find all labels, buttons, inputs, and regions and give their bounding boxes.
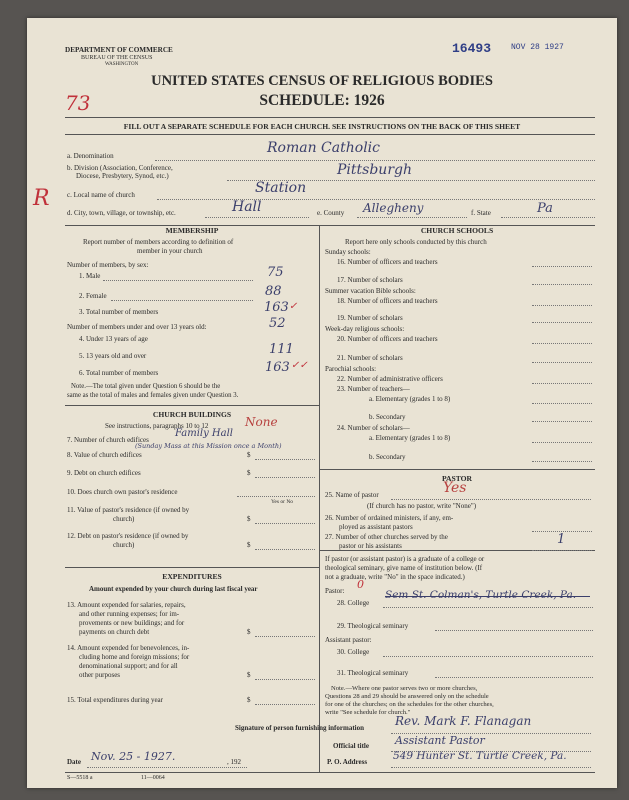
- instructions-line: FILL OUT A SEPARATE SCHEDULE FOR EACH CHURCH. SEE INSTRUCTIONS ON THE BACK OF THIS SHEET: [123, 122, 521, 131]
- stamp-number: 16493: [452, 41, 492, 56]
- graduate-note-3: not a graduate, write "No" in the space indicated.): [325, 573, 465, 581]
- county-value: Allegheny: [363, 201, 424, 215]
- q9-line: [255, 477, 315, 478]
- age-label: Number of members under and over 13 years old:: [67, 323, 207, 331]
- state-label: f. State: [471, 209, 491, 217]
- q17-line: [532, 284, 592, 285]
- q22-line: [532, 383, 592, 384]
- q28-strike: [385, 596, 590, 597]
- total6-label: 6. Total number of members: [79, 369, 159, 377]
- q16-line: [532, 266, 592, 267]
- date-value: Nov. 25 - 1927.: [91, 750, 176, 763]
- form-title: UNITED STATES CENSUS OF RELIGIOUS BODIES: [151, 73, 493, 89]
- total3-value: 163: [264, 300, 289, 315]
- q28-line: [383, 607, 593, 608]
- q29-line: [435, 630, 593, 631]
- membership-intro-1: Report number of members according to definition of: [83, 238, 234, 246]
- q7-label: 7. Number of church edifices: [67, 436, 149, 444]
- under13-value: 52: [269, 316, 286, 331]
- q8-line: [255, 459, 315, 460]
- male-value: 75: [267, 265, 284, 280]
- graduate-note-2: theological seminary, give name of institution below. (If: [325, 564, 483, 572]
- pastor-sub-label: Pastor:: [325, 587, 345, 595]
- q13-dollar: $: [247, 628, 251, 636]
- q25-value: Yes: [443, 480, 467, 496]
- q18-line: [532, 305, 592, 306]
- q27-line: [532, 550, 592, 551]
- buildings-sub: See instructions, paragraphs 10 to 12: [105, 422, 209, 430]
- q12-line: [255, 549, 315, 550]
- weekday-label: Week-day religious schools:: [325, 325, 405, 333]
- q11-line: [255, 523, 315, 524]
- date-label: Date: [67, 758, 81, 766]
- membership-title: MEMBERSHIP: [165, 226, 219, 235]
- form-number: S—5518 a: [67, 775, 93, 781]
- stamp-date: NOV 28 1927: [511, 43, 564, 52]
- q27-value: 1: [557, 532, 566, 547]
- q15-label: 15. Total expenditures during year: [67, 696, 163, 704]
- red-handwritten-mark: R: [33, 186, 50, 211]
- total6-check: ✓✓: [291, 360, 308, 371]
- q12-label-2: church): [113, 541, 135, 549]
- q21-line: [532, 362, 592, 363]
- q20-label: 20. Number of officers and teachers: [337, 335, 438, 343]
- total3-label: 3. Total number of members: [79, 308, 159, 316]
- division-label: b. Division (Association, Conference,: [67, 164, 173, 172]
- q26-label: 26. Number of ordained ministers, if any, em-: [325, 514, 454, 522]
- official-title-value: Assistant Pastor: [395, 734, 485, 747]
- q12-dollar: $: [247, 541, 251, 549]
- bureau-heading: BUREAU OF THE CENSUS: [81, 55, 153, 61]
- division-label-2: Diocese, Presbytery, Synod, etc.): [76, 172, 169, 180]
- denomination-label: a. Denomination: [67, 152, 114, 160]
- q7-note: (Sunday Mass at this Mission once a Month): [135, 442, 282, 450]
- red-handwritten-number: 73: [65, 91, 91, 115]
- city-line: [205, 217, 309, 218]
- header-rule-bottom: [65, 134, 595, 135]
- q12-label: 12. Debt on pastor's residence (if owned by: [67, 532, 189, 540]
- male-dots: [103, 280, 253, 281]
- membership-intro-2: member in your church: [137, 247, 203, 255]
- q23a-line: [532, 403, 592, 404]
- city-value: Hall: [232, 199, 262, 215]
- q11-label-2: church): [113, 515, 135, 523]
- pastor-red-mark: 0: [357, 578, 364, 591]
- q24-label: 24. Number of scholars—: [337, 424, 410, 432]
- q13-line-3: provements or new buildings; and for: [79, 619, 185, 627]
- q24a-line: [532, 442, 592, 443]
- q7-value: Family Hall: [175, 428, 234, 439]
- county-label: e. County: [317, 209, 345, 217]
- rule-buildings-end: [65, 567, 319, 568]
- q15-dollar: $: [247, 696, 251, 704]
- q27-label: 27. Number of other churches served by the: [325, 533, 448, 541]
- q25-note: (If church has no pastor, write "None"): [367, 502, 477, 510]
- q16-label: 16. Number of officers and teachers: [337, 258, 438, 266]
- q11-dollar: $: [247, 515, 251, 523]
- q13-line-4: payments on church debt: [79, 628, 150, 636]
- state-line: [501, 217, 595, 218]
- q14-line-1: 14. Amount expended for benevolences, in-: [67, 644, 190, 652]
- signature-label: Signature of person furnishing information: [235, 724, 364, 732]
- date-line: [87, 767, 247, 768]
- rule-membership-end: [65, 405, 319, 406]
- local-name-value: Station: [255, 180, 307, 196]
- local-name-line: [157, 199, 595, 200]
- q22-label: 22. Number of administrative officers: [337, 375, 443, 383]
- expenditures-title: EXPENDITURES: [162, 572, 222, 581]
- q25-label: 25. Name of pastor: [325, 491, 379, 499]
- print-number: 11—0064: [141, 775, 165, 781]
- q21-label: 21. Number of scholars: [337, 354, 403, 362]
- city-label: d. City, town, village, or township, etc.: [67, 209, 176, 217]
- q14-line-2: cluding home and foreign missions; for: [79, 653, 190, 661]
- parochial-label: Parochial schools:: [325, 365, 377, 373]
- denomination-line: [155, 160, 595, 161]
- pastor-note-4: write "See schedule for church.": [325, 709, 411, 716]
- by-sex-label: Number of members, by sex:: [67, 261, 149, 269]
- q20-line: [532, 343, 592, 344]
- q28-value: Sem St. Colman's, Turtle Creek, Pa.: [385, 589, 577, 601]
- q13-line-1: 13. Amount expended for salaries, repairs,: [67, 601, 186, 609]
- summer-label: Summer vacation Bible schools:: [325, 287, 416, 295]
- graduate-note-1: If pastor (or assistant pastor) is a graduate of a college or: [325, 555, 485, 563]
- q14-line: [255, 679, 315, 680]
- female-label: 2. Female: [79, 292, 107, 300]
- q30-line: [383, 656, 593, 657]
- denomination-value: Roman Catholic: [267, 140, 380, 156]
- q26-label-2: ployed as assistant pastors: [339, 523, 413, 531]
- q24b-line: [532, 461, 592, 462]
- q25-line: [391, 499, 591, 500]
- q23b-line: [532, 421, 592, 422]
- po-address-value: 549 Hunter St. Turtle Creek, Pa.: [393, 750, 567, 762]
- census-schedule-sheet: [27, 18, 617, 788]
- q23-label: 23. Number of teachers—: [337, 385, 410, 393]
- over13-label: 5. 13 years old and over: [79, 352, 147, 360]
- q11-label: 11. Value of pastor's residence (if owned by: [67, 506, 190, 514]
- q10-line: [237, 496, 315, 497]
- total3-check: ✓: [289, 301, 298, 312]
- q31-label: 31. Theological seminary: [337, 669, 409, 677]
- pastor-title: PASTOR: [441, 474, 473, 483]
- form-subtitle: SCHEDULE: 1926: [259, 92, 385, 109]
- po-address-label: P. O. Address: [327, 758, 368, 766]
- column-divider: [319, 226, 320, 772]
- q14-line-3: denominational support; and for all: [79, 662, 178, 670]
- under13-label: 4. Under 13 years of age: [79, 335, 148, 343]
- schools-title: CHURCH SCHOOLS: [420, 226, 494, 235]
- schools-sub: Report here only schools conducted by this church: [345, 238, 487, 246]
- q13-line-2: and other running expenses; for im-: [79, 610, 180, 618]
- q24a-label: a. Elementary (grades 1 to 8): [369, 434, 451, 442]
- male-label: 1. Male: [79, 272, 101, 280]
- department-heading: DEPARTMENT OF COMMERCE: [65, 46, 173, 54]
- q8-label: 8. Value of church edifices: [67, 451, 142, 459]
- sunday-label: Sunday schools:: [325, 248, 371, 256]
- q8-dollar: $: [247, 451, 251, 459]
- pastor-note-1: Note.—Where one pastor serves two or more churches,: [331, 685, 478, 692]
- q24b-label: b. Secondary: [369, 453, 406, 461]
- local-name-label: c. Local name of church: [67, 191, 135, 199]
- q9-dollar: $: [247, 469, 251, 477]
- q27-label-2: pastor or his assistants: [339, 542, 402, 550]
- rule-schools-end: [319, 469, 595, 470]
- date-year-suffix: , 192: [227, 758, 241, 766]
- official-title-label: Official title: [333, 742, 369, 750]
- header-rule-top: [65, 117, 595, 118]
- female-value: 88: [265, 284, 282, 299]
- signature-value: Rev. Mark F. Flanagan: [395, 714, 532, 728]
- assistant-pastor-label: Assistant pastor:: [325, 636, 372, 644]
- po-address-line: [391, 767, 591, 768]
- female-dots: [111, 300, 253, 301]
- buildings-title: CHURCH BUILDINGS: [152, 410, 232, 419]
- q28-label: 28. College: [337, 599, 370, 607]
- buildings-sub-hand: None: [245, 415, 278, 429]
- q17-label: 17. Number of scholars: [337, 276, 403, 284]
- q23a-label: a. Elementary (grades 1 to 8): [369, 395, 451, 403]
- pastor-note-2: Questions 28 and 29 should be answered only on the schedule: [325, 693, 489, 700]
- division-value: Pittsburgh: [337, 162, 412, 178]
- q29-label: 29. Theological seminary: [337, 622, 409, 630]
- q18-label: 18. Number of officers and teachers: [337, 297, 438, 305]
- q19-line: [532, 322, 592, 323]
- q14-dollar: $: [247, 671, 251, 679]
- total6-value: 163: [265, 360, 290, 375]
- county-line: [357, 217, 467, 218]
- rule-body-end: [65, 772, 595, 773]
- state-value: Pa: [537, 201, 553, 216]
- q30-label: 30. College: [337, 648, 370, 656]
- expenditures-sub: Amount expended by your church during last fiscal year: [89, 585, 258, 593]
- q14-line-4: other purposes: [79, 671, 121, 679]
- q13-line: [255, 636, 315, 637]
- q19-label: 19. Number of scholars: [337, 314, 403, 322]
- yes-no-hint: Yes or No: [271, 499, 294, 505]
- membership-note-2: same as the total of males and females given under Question 3.: [67, 392, 239, 399]
- pastor-note-3: for one of the churches; on the schedules for the other churches,: [325, 701, 494, 708]
- city-heading: WASHINGTON: [105, 62, 139, 67]
- q15-line: [255, 704, 315, 705]
- q9-label: 9. Debt on church edifices: [67, 469, 141, 477]
- q31-line: [435, 677, 593, 678]
- over13-value: 111: [269, 342, 294, 357]
- membership-note-1: Note.—The total given under Question 6 should be the: [71, 383, 221, 390]
- q10-label: 10. Does church own pastor's residence: [67, 488, 178, 496]
- q23b-label: b. Secondary: [369, 413, 406, 421]
